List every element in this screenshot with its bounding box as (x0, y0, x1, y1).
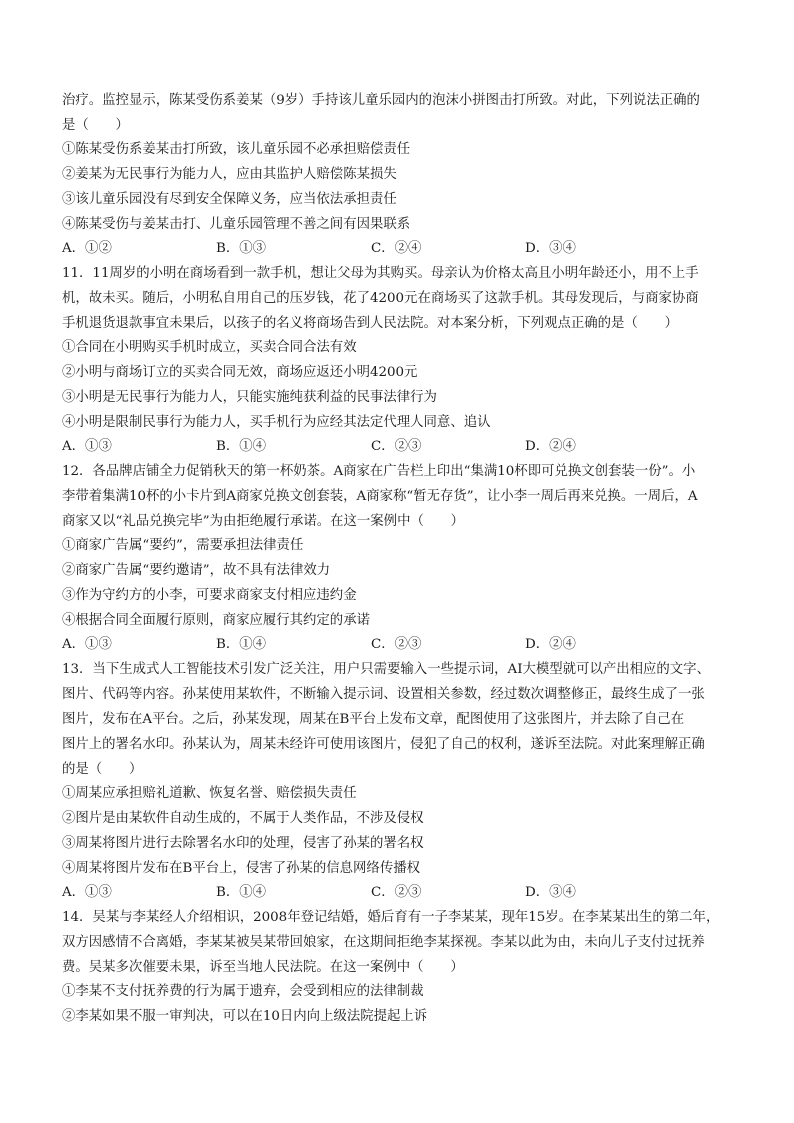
text-line: 治疗。监控显示，陈某受伤系姜某（9岁）手持该儿童乐园内的泡沫小拼图击打所致。对此，下列说法正确的 (62, 93, 700, 108)
answer-option: A．①② (62, 241, 112, 256)
answer-options (62, 438, 762, 456)
text-line: 图片上的署名水印。孙某认为，周某未经许可使用该图片，侵犯了自己的权利，遂诉至法院。对此案理解正确 (62, 737, 705, 752)
text-line: ④小明是限制民事行为能力人，买手机行为应经其法定代理人同意、追认 (62, 415, 491, 430)
text-line: 双方因感情不合离婚，李某某被吴某带回娘家，在这期间拒绝李某探视。李某以此为由，未向儿子支付过抚养 (62, 935, 705, 950)
text-line: ①李某不支付抚养费的行为属于遗弃，会受到相应的法律制裁 (62, 984, 424, 999)
text-line: ③作为守约方的小李，可要求商家支付相应违约金 (62, 588, 357, 603)
answer-option: C．②③ (371, 439, 422, 454)
answer-option: A．①③ (62, 885, 112, 900)
text-line: 是（ ） (62, 118, 129, 133)
text-line: ②姜某为无民事行为能力人，应由其监护人赔偿陈某损失 (62, 167, 397, 182)
answer-option: D．②④ (525, 439, 576, 454)
text-line: ②商家广告属“要约邀请”，故不具有法律效力 (62, 563, 331, 578)
text-line: ①商家广告属“要约”，需要承担法律责任 (62, 538, 304, 553)
answer-options (62, 240, 762, 258)
answer-option: B．①④ (216, 439, 267, 454)
text-line: ④周某将图片发布在B平台上，侵害了孙某的信息网络传播权 (62, 861, 420, 876)
text-line: 费。吴某多次催要未果，诉至当地人民法院。在这一案例中（ ） (62, 960, 464, 975)
text-line: 手机退货退款事宜未果后，以孩子的名义将商场告到人民法院。对本案分析，下列观点正确的是（ ） (62, 316, 678, 331)
answer-option: C．②③ (371, 637, 422, 652)
text-line: ①周某应承担赔礼道歉、恢复名誉、赔偿损失责任 (62, 786, 357, 801)
answer-option: C．②③ (371, 885, 422, 900)
answer-option: B．①③ (216, 241, 267, 256)
text-line: 14．吴某与李某经人介绍相识，2008年登记结婚，婚后育有一子李某某，现年15岁。在李某某出生的第二年， (62, 910, 720, 925)
answer-option: A．①③ (62, 439, 112, 454)
text-line: 图片，发布在A平台。之后，孙某发现，周某在B平台上发布文章，配图使用了这张图片，并去除了自己在 (62, 712, 685, 727)
text-line: ③小明是无民事行为能力人，只能实施纯获利益的民事法律行为 (62, 390, 437, 405)
text-line: 13．当下生成式人工智能技术引发广泛关注，用户只需要输入一些提示词，AI大模型就可以产出相应的文字、 (62, 662, 710, 677)
text-line: 的是（ ） (62, 762, 143, 777)
text-line: ②李某如果不服一审判决，可以在10日内向上级法院提起上诉 (62, 1009, 428, 1024)
answer-option: D．②④ (525, 637, 576, 652)
answer-option: C．②④ (371, 241, 422, 256)
text-line: ②图片是由某软件自动生成的，不属于人类作品，不涉及侵权 (62, 811, 424, 826)
text-line: ④陈某受伤与姜某击打、儿童乐园管理不善之间有因果联系 (62, 217, 411, 232)
text-line: ②小明与商场订立的买卖合同无效，商场应返还小明4200元 (62, 365, 418, 380)
answer-option: D．③④ (525, 241, 576, 256)
text-line: ①陈某受伤系姜某击打所致，该儿童乐园不必承担赔偿责任 (62, 142, 411, 157)
text-line: 11．11周岁的小明在商场看到一款手机，想让父母为其购买。母亲认为价格太高且小明年龄还小，用不上手 (62, 266, 699, 281)
text-line: 李带着集满10杯的小卡片到A商家兑换文创套装，A商家称“暂无存货”，让小李一周后再来兑换。一周后，A (62, 489, 698, 504)
text-line: ④根据合同全面履行原则，商家应履行其约定的承诺 (62, 613, 370, 628)
text-line: ③该儿童乐园没有尽到安全保障义务，应当依法承担责任 (62, 192, 397, 207)
text-line: ①合同在小明购买手机时成立，买卖合同合法有效 (62, 340, 357, 355)
text-line: 商家又以“礼品兑换完毕”为由拒绝履行承诺。在这一案例中（ ） (62, 514, 465, 529)
answer-options (62, 884, 762, 902)
answer-option: A．①③ (62, 637, 112, 652)
text-line: 12．各品牌店铺全力促销秋天的第一杯奶茶。A商家在广告栏上印出“集满10杯即可兑换文创套装一份”。小 (62, 464, 696, 479)
answer-option: B．①④ (216, 885, 267, 900)
answer-options (62, 636, 762, 654)
text-line: 机，故未买。随后，小明私自用自己的压岁钱，花了4200元在商场买了这款手机。其母发现后，与商家协商 (62, 291, 699, 306)
text-line: ③周某将图片进行去除署名水印的处理，侵害了孙某的署名权 (62, 836, 424, 851)
answer-option: B．①④ (216, 637, 267, 652)
text-line: 图片、代码等内容。孙某使用某软件，不断输入提示词、设置相关参数，经过数次调整修正，最终生成了一张 (62, 687, 705, 702)
answer-option: D．③④ (525, 885, 576, 900)
